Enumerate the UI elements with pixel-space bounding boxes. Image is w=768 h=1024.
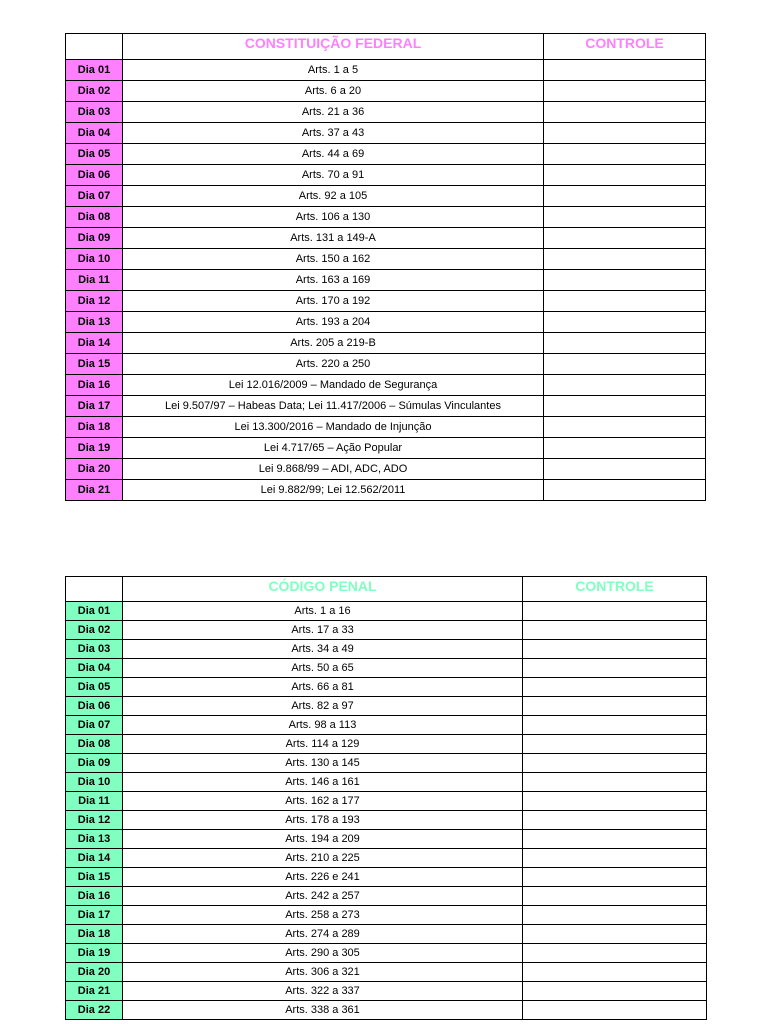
control-checkbox-cell[interactable]: [523, 697, 707, 716]
reading-assignment: Arts. 322 a 337: [123, 982, 523, 1001]
table-row: [66, 925, 707, 944]
table-row: [66, 144, 706, 165]
control-checkbox-cell[interactable]: [544, 165, 706, 186]
reading-assignment: Arts. 17 a 33: [123, 621, 523, 640]
control-checkbox-cell[interactable]: [523, 963, 707, 982]
codigo-penal-table: [65, 576, 707, 1020]
control-checkbox-cell[interactable]: [544, 396, 706, 417]
day-label: Dia 12: [66, 291, 123, 312]
control-checkbox-cell[interactable]: [523, 868, 707, 887]
day-label: Dia 13: [66, 312, 123, 333]
table-row: [66, 60, 706, 81]
reading-assignment: Arts. 338 a 361: [123, 1001, 523, 1020]
control-checkbox-cell[interactable]: [544, 291, 706, 312]
table-row: [66, 102, 706, 123]
reading-assignment: Arts. 131 a 149-A: [123, 228, 544, 249]
table-row: [66, 716, 707, 735]
reading-assignment: Arts. 66 a 81: [123, 678, 523, 697]
reading-assignment: Arts. 290 a 305: [123, 944, 523, 963]
day-label: Dia 18: [66, 417, 123, 438]
reading-assignment: Arts. 178 a 193: [123, 811, 523, 830]
day-label: Dia 06: [66, 697, 123, 716]
table-row: [66, 375, 706, 396]
day-label: Dia 14: [66, 333, 123, 354]
control-checkbox-cell[interactable]: [544, 60, 706, 81]
reading-assignment: Arts. 130 a 145: [123, 754, 523, 773]
control-checkbox-cell[interactable]: [523, 1001, 707, 1020]
day-label: Dia 08: [66, 735, 123, 754]
day-label: Dia 07: [66, 186, 123, 207]
reading-assignment: Arts. 1 a 16: [123, 602, 523, 621]
reading-assignment: Arts. 21 a 36: [123, 102, 544, 123]
reading-assignment: Arts. 98 a 113: [123, 716, 523, 735]
table-row: [66, 697, 707, 716]
table-row: [66, 480, 706, 501]
day-label: Dia 10: [66, 773, 123, 792]
table-row: [66, 659, 707, 678]
table-row: [66, 438, 706, 459]
table-row: [66, 963, 707, 982]
day-label: Dia 13: [66, 830, 123, 849]
table-title: CÓDIGO PENAL: [123, 577, 523, 602]
table-row: [66, 868, 707, 887]
day-label: Dia 21: [66, 480, 123, 501]
day-label: Dia 11: [66, 270, 123, 291]
reading-assignment: Arts. 150 a 162: [123, 249, 544, 270]
control-checkbox-cell[interactable]: [523, 830, 707, 849]
reading-assignment: Lei 13.300/2016 – Mandado de Injunção: [123, 417, 544, 438]
reading-assignment: Arts. 146 a 161: [123, 773, 523, 792]
control-header: CONTROLE: [523, 577, 707, 602]
control-checkbox-cell[interactable]: [544, 249, 706, 270]
control-checkbox-cell[interactable]: [523, 716, 707, 735]
day-label: Dia 15: [66, 868, 123, 887]
reading-assignment: Arts. 274 a 289: [123, 925, 523, 944]
control-checkbox-cell[interactable]: [544, 417, 706, 438]
control-checkbox-cell[interactable]: [544, 186, 706, 207]
control-checkbox-cell[interactable]: [523, 944, 707, 963]
day-label: Dia 07: [66, 716, 123, 735]
control-checkbox-cell[interactable]: [523, 773, 707, 792]
table-row: [66, 228, 706, 249]
day-label: Dia 19: [66, 944, 123, 963]
table-row: [66, 621, 707, 640]
control-checkbox-cell[interactable]: [544, 438, 706, 459]
table-row: [66, 830, 707, 849]
reading-assignment: Arts. 37 a 43: [123, 123, 544, 144]
control-checkbox-cell[interactable]: [523, 849, 707, 868]
reading-assignment: Arts. 193 a 204: [123, 312, 544, 333]
control-checkbox-cell[interactable]: [523, 659, 707, 678]
control-checkbox-cell[interactable]: [523, 887, 707, 906]
control-checkbox-cell[interactable]: [544, 144, 706, 165]
table-row: [66, 249, 706, 270]
reading-assignment: Arts. 170 a 192: [123, 291, 544, 312]
day-label: Dia 16: [66, 887, 123, 906]
day-label: Dia 16: [66, 375, 123, 396]
day-label: Dia 10: [66, 249, 123, 270]
day-label: Dia 01: [66, 602, 123, 621]
day-label: Dia 01: [66, 60, 123, 81]
day-label: Dia 05: [66, 678, 123, 697]
table-row: [66, 396, 706, 417]
table-header-row: [66, 34, 706, 60]
reading-assignment: Arts. 242 a 257: [123, 887, 523, 906]
header-day-cell: [66, 577, 123, 602]
control-checkbox-cell[interactable]: [544, 81, 706, 102]
reading-assignment: Lei 9.882/99; Lei 12.562/2011: [123, 480, 544, 501]
control-checkbox-cell[interactable]: [544, 312, 706, 333]
table-row: [66, 792, 707, 811]
table-row: [66, 1001, 707, 1020]
control-checkbox-cell[interactable]: [523, 678, 707, 697]
control-checkbox-cell[interactable]: [523, 621, 707, 640]
control-checkbox-cell[interactable]: [544, 102, 706, 123]
reading-assignment: Arts. 210 a 225: [123, 849, 523, 868]
table-row: [66, 291, 706, 312]
day-label: Dia 18: [66, 925, 123, 944]
day-label: Dia 20: [66, 963, 123, 982]
control-checkbox-cell[interactable]: [544, 459, 706, 480]
control-checkbox-cell[interactable]: [544, 228, 706, 249]
reading-assignment: Arts. 226 e 241: [123, 868, 523, 887]
reading-assignment: Arts. 82 a 97: [123, 697, 523, 716]
day-label: Dia 17: [66, 906, 123, 925]
day-label: Dia 19: [66, 438, 123, 459]
reading-assignment: Arts. 163 a 169: [123, 270, 544, 291]
day-label: Dia 17: [66, 396, 123, 417]
table-row: [66, 811, 707, 830]
day-label: Dia 02: [66, 621, 123, 640]
day-label: Dia 03: [66, 102, 123, 123]
day-label: Dia 12: [66, 811, 123, 830]
reading-assignment: Arts. 194 a 209: [123, 830, 523, 849]
control-checkbox-cell[interactable]: [544, 480, 706, 501]
control-checkbox-cell[interactable]: [544, 123, 706, 144]
control-checkbox-cell[interactable]: [523, 640, 707, 659]
reading-assignment: Arts. 1 a 5: [123, 60, 544, 81]
table-row: [66, 602, 707, 621]
control-checkbox-cell[interactable]: [523, 906, 707, 925]
day-label: Dia 05: [66, 144, 123, 165]
reading-assignment: Arts. 44 a 69: [123, 144, 544, 165]
control-checkbox-cell[interactable]: [544, 333, 706, 354]
table-row: [66, 849, 707, 868]
control-checkbox-cell[interactable]: [523, 811, 707, 830]
day-label: Dia 09: [66, 754, 123, 773]
table-row: [66, 270, 706, 291]
table-row: [66, 354, 706, 375]
reading-assignment: Lei 12.016/2009 – Mandado de Segurança: [123, 375, 544, 396]
table-row: [66, 678, 707, 697]
control-checkbox-cell[interactable]: [544, 375, 706, 396]
table-row: [66, 773, 707, 792]
reading-assignment: Lei 9.868/99 – ADI, ADC, ADO: [123, 459, 544, 480]
table-header-row: [66, 577, 707, 602]
table-row: [66, 186, 706, 207]
table-row: [66, 754, 707, 773]
control-header: CONTROLE: [544, 34, 706, 60]
table-row: [66, 207, 706, 228]
reading-assignment: Arts. 92 a 105: [123, 186, 544, 207]
control-checkbox-cell[interactable]: [523, 602, 707, 621]
day-label: Dia 20: [66, 459, 123, 480]
day-label: Dia 04: [66, 659, 123, 678]
reading-assignment: Arts. 70 a 91: [123, 165, 544, 186]
table-row: [66, 887, 707, 906]
reading-assignment: Arts. 6 a 20: [123, 81, 544, 102]
table-title: CONSTITUIÇÃO FEDERAL: [123, 34, 544, 60]
table-row: [66, 81, 706, 102]
constituicao-federal-table: [65, 33, 706, 501]
table-row: [66, 459, 706, 480]
day-label: Dia 22: [66, 1001, 123, 1020]
table-row: [66, 165, 706, 186]
reading-assignment: Arts. 114 a 129: [123, 735, 523, 754]
reading-assignment: Arts. 205 a 219-B: [123, 333, 544, 354]
control-checkbox-cell[interactable]: [523, 925, 707, 944]
control-checkbox-cell[interactable]: [523, 982, 707, 1001]
header-day-cell: [66, 34, 123, 60]
reading-assignment: Arts. 50 a 65: [123, 659, 523, 678]
reading-assignment: Lei 9.507/97 – Habeas Data; Lei 11.417/2006 – Súmulas Vinculantes: [123, 396, 544, 417]
day-label: Dia 08: [66, 207, 123, 228]
control-checkbox-cell[interactable]: [523, 735, 707, 754]
day-label: Dia 04: [66, 123, 123, 144]
table-row: [66, 312, 706, 333]
table-row: [66, 944, 707, 963]
control-checkbox-cell[interactable]: [544, 270, 706, 291]
day-label: Dia 15: [66, 354, 123, 375]
reading-assignment: Lei 4.717/65 – Ação Popular: [123, 438, 544, 459]
day-label: Dia 06: [66, 165, 123, 186]
day-label: Dia 09: [66, 228, 123, 249]
reading-assignment: Arts. 162 a 177: [123, 792, 523, 811]
reading-assignment: Arts. 306 a 321: [123, 963, 523, 982]
day-label: Dia 03: [66, 640, 123, 659]
table-row: [66, 333, 706, 354]
day-label: Dia 11: [66, 792, 123, 811]
reading-assignment: Arts. 258 a 273: [123, 906, 523, 925]
day-label: Dia 02: [66, 81, 123, 102]
reading-assignment: Arts. 34 a 49: [123, 640, 523, 659]
day-label: Dia 14: [66, 849, 123, 868]
table-row: [66, 123, 706, 144]
control-checkbox-cell[interactable]: [544, 354, 706, 375]
reading-assignment: Arts. 106 a 130: [123, 207, 544, 228]
table-row: [66, 982, 707, 1001]
control-checkbox-cell[interactable]: [544, 207, 706, 228]
reading-assignment: Arts. 220 a 250: [123, 354, 544, 375]
table-row: [66, 906, 707, 925]
control-checkbox-cell[interactable]: [523, 754, 707, 773]
table-row: [66, 417, 706, 438]
day-label: Dia 21: [66, 982, 123, 1001]
table-row: [66, 735, 707, 754]
table-row: [66, 640, 707, 659]
control-checkbox-cell[interactable]: [523, 792, 707, 811]
